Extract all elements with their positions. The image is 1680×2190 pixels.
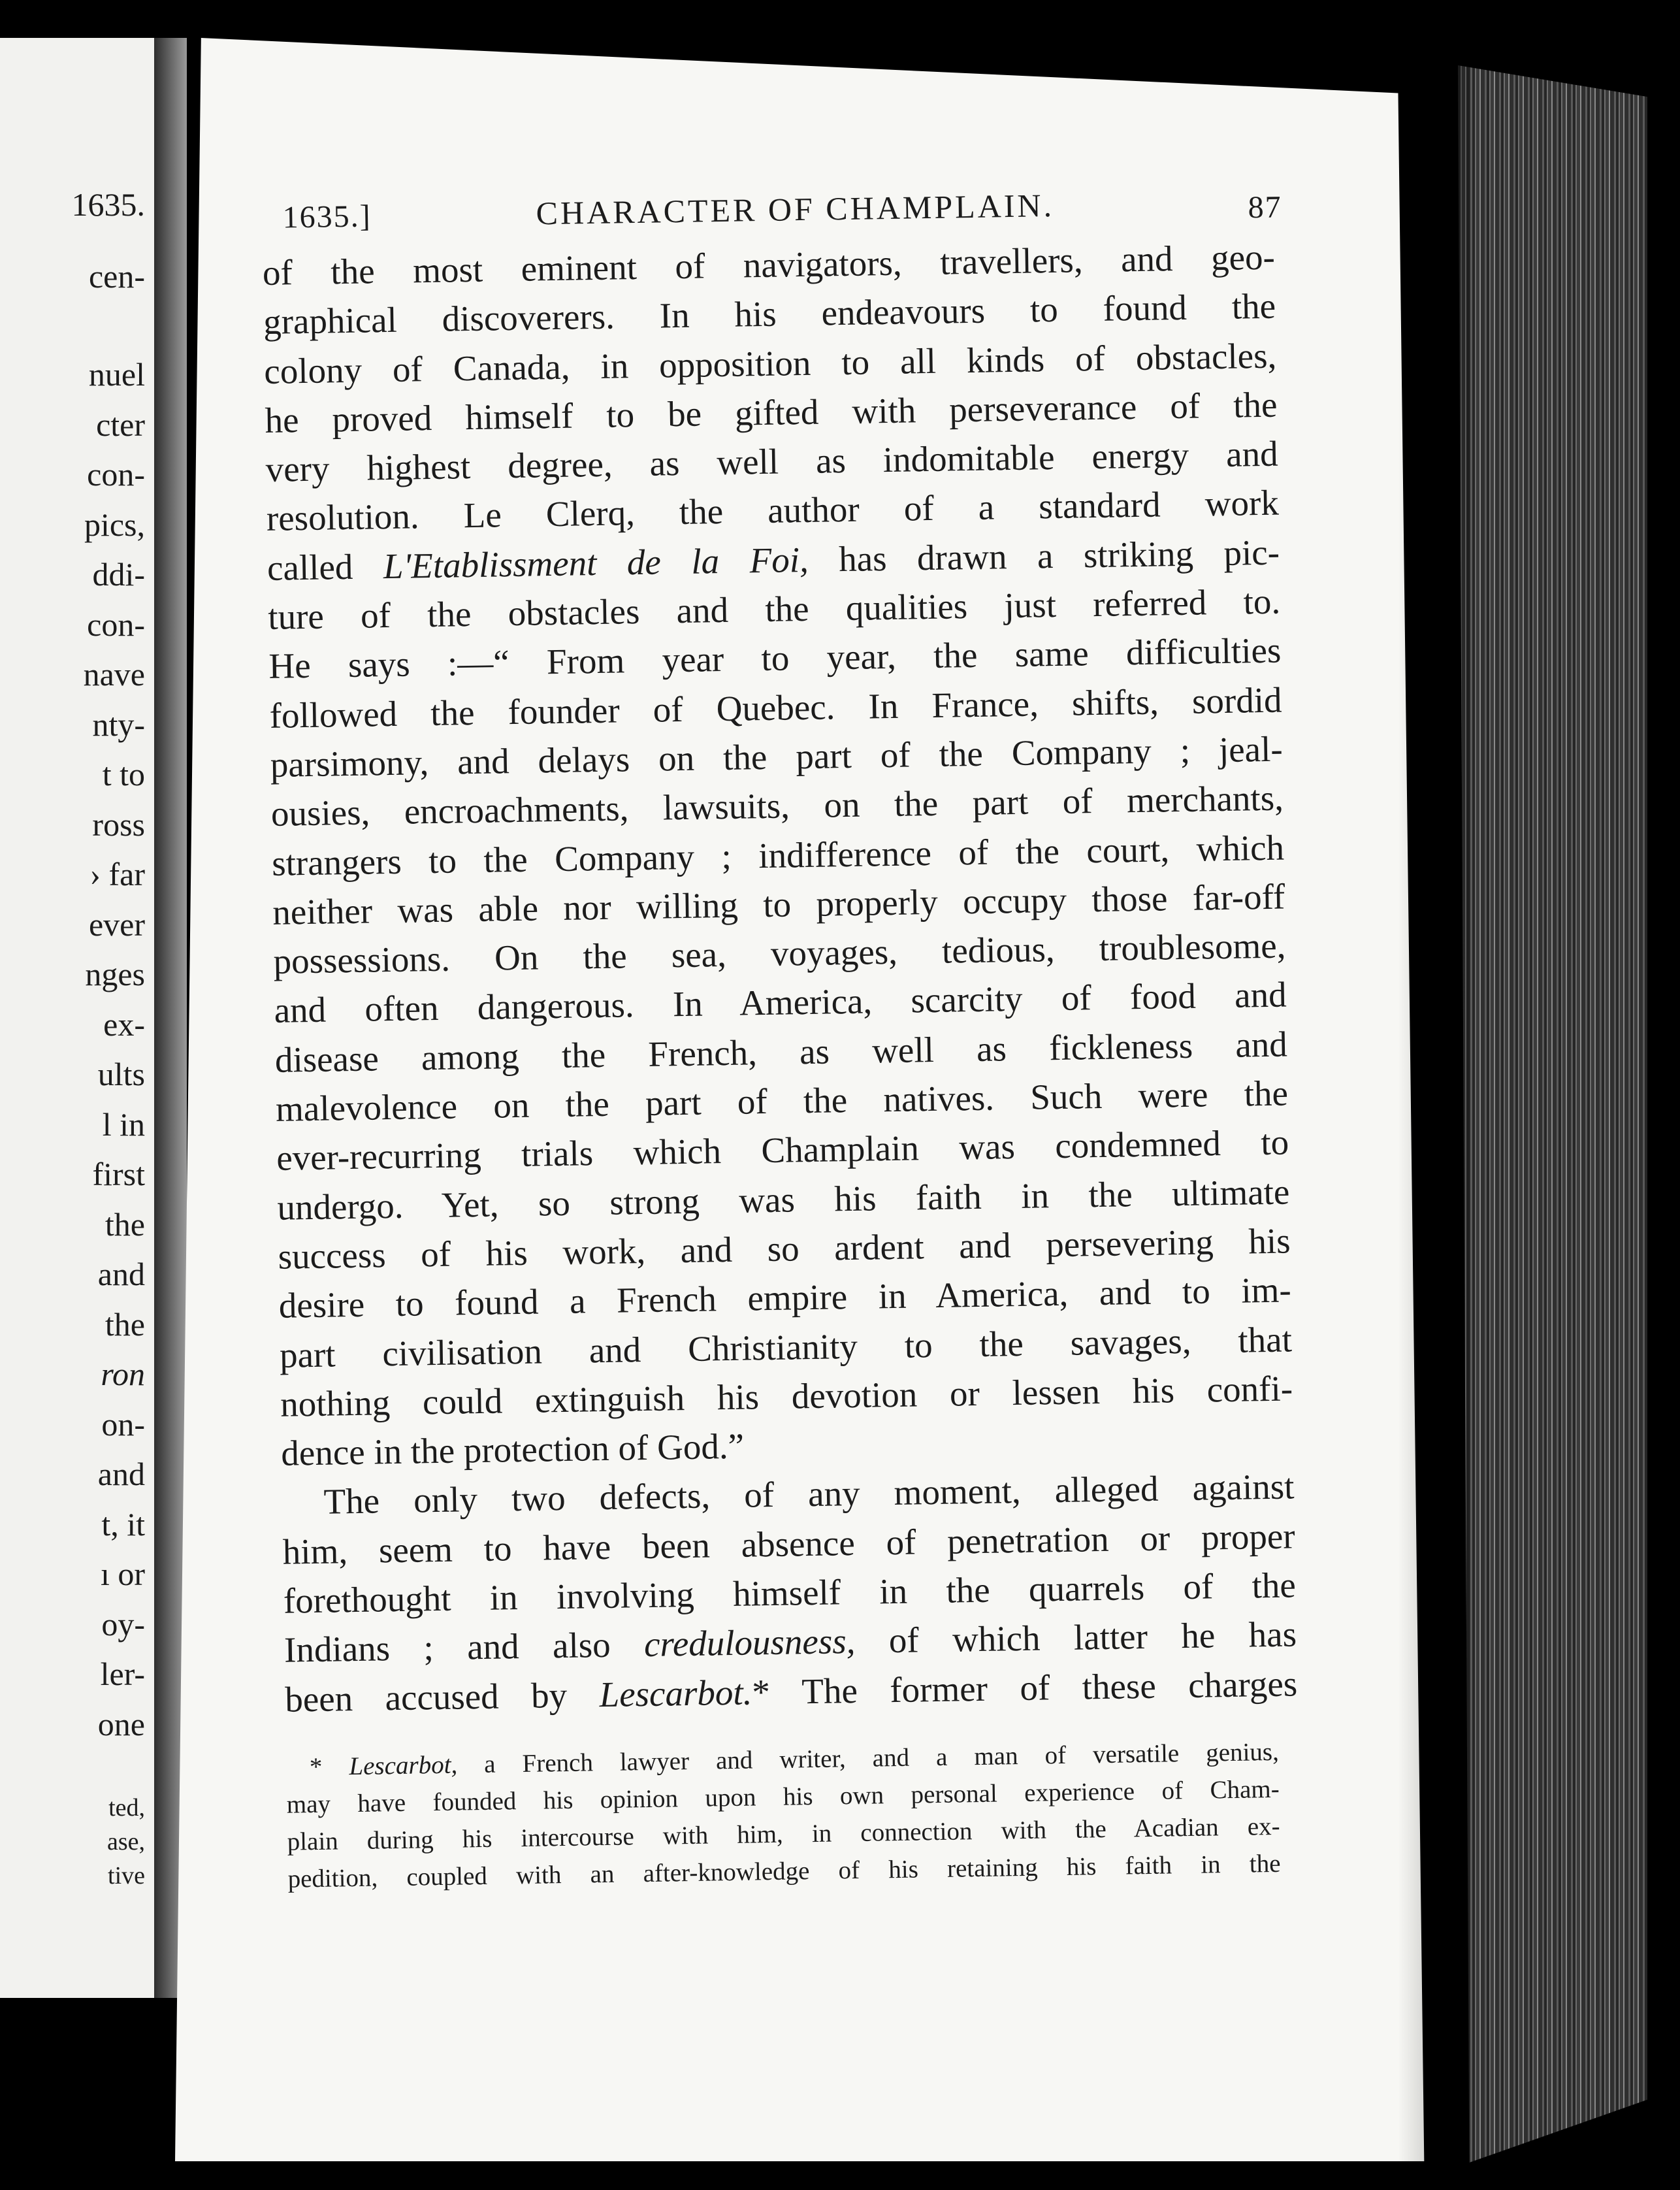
left-page-line: ever	[88, 906, 145, 943]
left-page-line: ddi-	[92, 556, 145, 593]
left-page-line: one	[97, 1705, 145, 1742]
text-line: dence in the protection of God.”	[280, 1426, 745, 1473]
text-line: ture of the obstacles and the qualities just referred to.	[267, 581, 1281, 637]
text-line: desire to found a French empire in America, and to im-	[278, 1269, 1292, 1326]
left-page-line: the	[105, 1305, 145, 1343]
left-page-line: t, it	[101, 1505, 145, 1543]
text-line: followed the founder of Quebec. In France, shifts, sordid	[269, 679, 1282, 736]
left-page-line: ross	[92, 806, 145, 843]
left-page-line: and	[97, 1256, 145, 1292]
text-line: resolution. Le Clerq, the author of a standard work	[266, 483, 1280, 539]
text-span: been accused by	[284, 1674, 600, 1720]
text-line: neither was able nor willing to properly occupy those far-off	[272, 876, 1285, 932]
left-page-text	[0, 38, 154, 1998]
text-line: he proved himself to be gifted with perseverance of the	[265, 384, 1278, 440]
left-page-line: nty-	[92, 706, 145, 743]
left-page-line: pics,	[84, 506, 145, 543]
header-date: 1635.]	[282, 199, 372, 235]
text-line: ever-recurring trials which Champlain was condemned to	[276, 1122, 1289, 1179]
left-page	[0, 38, 154, 1998]
left-page-line: cter	[96, 406, 145, 443]
text-line: possessions. On the sea, voyages, tedious, troublesome,	[273, 925, 1286, 982]
text-line: parsimony, and delays on the part of the Company ; jeal-	[270, 728, 1284, 785]
page-text	[261, 174, 1300, 1898]
text-line: of the most eminent of navigators, travellers, and geo-	[262, 237, 1276, 293]
page-number: 87	[1248, 189, 1283, 225]
left-page-line: con-	[87, 456, 145, 493]
footnote-line: pedition, coupled with an after-knowledge of his retaining his faith in the	[287, 1849, 1281, 1893]
left-page-line: and	[97, 1456, 145, 1492]
left-page-line: ults	[97, 1056, 145, 1092]
left-page-line: ler-	[100, 1656, 145, 1692]
footnote-name: Lescarbot,	[349, 1750, 458, 1781]
text-line: forethought in involving himself in the quarrels of the	[283, 1565, 1297, 1621]
left-page-line: oy-	[101, 1605, 145, 1643]
footnote-line: may have founded his opinion upon his own personal experience of Cham-	[286, 1774, 1280, 1819]
book-page-edges	[1458, 65, 1647, 2163]
text-span: called	[267, 546, 384, 588]
left-page-line: tive	[108, 1862, 145, 1889]
footnote	[285, 1733, 1300, 1897]
left-page-line: nave	[83, 656, 145, 693]
text-line: part civilisation and Christianity to the savages, that	[279, 1318, 1293, 1375]
left-page-line: nges	[85, 956, 145, 992]
text-line: very highest degree, as well as indomitable energy and	[265, 433, 1279, 490]
left-page-line: on-	[101, 1405, 145, 1443]
left-page-line: ı or	[100, 1556, 145, 1592]
left-page-line: cen-	[88, 258, 145, 295]
left-page-line: con-	[87, 606, 145, 643]
left-page-line: the	[105, 1205, 145, 1243]
paragraph-1	[262, 233, 1293, 1479]
author-name: Lescarbot.	[599, 1672, 752, 1714]
text-line: graphical discoverers. In his endeavours to found the	[263, 286, 1276, 342]
footnote-line: plain during his intercourse with him, in connection with the Acadian ex-	[287, 1812, 1280, 1856]
text-line: undergo. Yet, so strong was his faith in the ultimate	[276, 1171, 1290, 1228]
left-page-line: l in	[102, 1105, 145, 1143]
text-line: colony of Canada, in opposition to all kinds of obstacles,	[263, 335, 1277, 391]
left-page-line: 1635.	[71, 186, 145, 223]
paragraph-2	[282, 1462, 1298, 1724]
page-edge-shadow	[1398, 65, 1470, 2163]
left-page-line: › far	[89, 856, 145, 892]
text-span: a French lawyer and writer, and a man of versatile genius,	[457, 1737, 1280, 1779]
text-line: disease among the French, as well as fickleness and	[274, 1024, 1288, 1080]
text-span: of which latter he has	[854, 1614, 1297, 1661]
header-title: CHARACTER OF CHAMPLAIN.	[536, 186, 1055, 232]
left-page-line: t to	[102, 756, 145, 793]
text-line: He says :—“ From year to year, the same difficulties	[268, 630, 1282, 687]
text-line: The only two defects, of any moment, alleged against	[323, 1466, 1295, 1522]
left-page-line: ex-	[103, 1005, 145, 1043]
text-line: and often dangerous. In America, scarcity of food and	[274, 974, 1287, 1031]
text-span: has drawn a striking pic-	[808, 532, 1280, 580]
text-line: success of his work, and so ardent and persevering his	[278, 1220, 1291, 1277]
text-line: malevolence on the part of the natives. Such were the	[275, 1073, 1289, 1129]
text-line: ousies, encroachments, lawsuits, on the part of merchants,	[270, 777, 1284, 834]
text-line: nothing could extinguish his devotion or lessen his confi-	[280, 1368, 1293, 1424]
left-page-line: nuel	[88, 356, 145, 393]
footnote-marker: *	[309, 1752, 349, 1782]
left-page-line: ted,	[108, 1794, 145, 1822]
text-span: Indians ; and also	[283, 1624, 645, 1671]
text-line: strangers to the Company ; indifference of the court, which	[271, 827, 1285, 883]
left-page-line: ase,	[106, 1828, 145, 1855]
left-page-line: ron	[101, 1356, 145, 1392]
text-line: him, seem to have been absence of penetration or proper	[282, 1516, 1296, 1572]
text-span: * The former of these charges	[751, 1663, 1298, 1712]
left-page-line: first	[92, 1156, 145, 1192]
italic-word: credulousness,	[643, 1621, 856, 1665]
book-title: L'Etablissment de la Foi,	[383, 539, 809, 586]
